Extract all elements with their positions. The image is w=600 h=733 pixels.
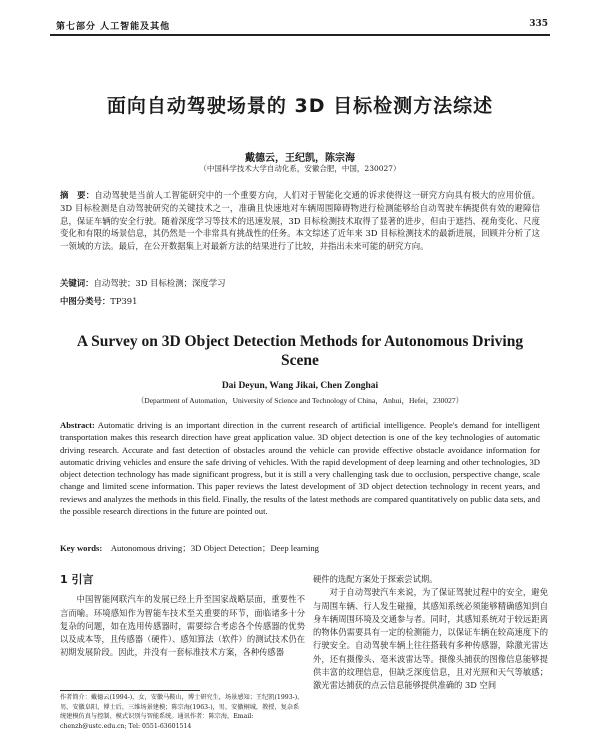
- author-footnote: 作者简介：戴德云(1994-)，女，安徽马鞍山，博士研究生，场景感知；王纪凯(1993-)，男，安徽阜阳，博士后，三维场景建模；陈宗海(1963-)，男，安徽桐城，教授，复杂系统建模仿真与控制、模式识别与智能系统。通讯作者：陈宗海，Email: chenzh@ustc.edu.cn; Tel: 0551-63601514: [60, 694, 304, 730]
- paper-title-english: A Survey on 3D Object Detection Methods for Autonomous Driving Scene: [76, 333, 524, 369]
- keywords-chinese-text: 自动驾驶；3D 目标检测；深度学习: [93, 278, 226, 288]
- abstract-english-label: Abstract:: [60, 420, 95, 430]
- keywords-chinese: [60, 277, 540, 290]
- footnote-divider: [60, 690, 200, 691]
- affiliation-english: （Department of Automation，University of Science and Technology of China，Anhui，Hefei，230027）: [136, 396, 464, 405]
- section-heading-introduction: 1 引言: [60, 573, 94, 586]
- header-section-label: 第七部分 人工智能及其他: [56, 22, 171, 32]
- keywords-english-text: Autonomous driving；3D Object Detection；Deep learning: [110, 543, 319, 553]
- keywords-english: [60, 542, 540, 555]
- body-column-right: [313, 573, 548, 693]
- abstract-english-text: Automatic driving is an important direction in the current research of artificial intelligence. People's demand for intelligent transportation makes this research direction have great application value. 3D object detection is one of the key technologies of automatic driving research. Accurate and fast detection of obstacles around the vehicle can provide effective obstacle avoidance information for automatic driving vehicles and ensure the safe driving of vehicles. With the rapid development of deep learning and other technologies, 3D object detection technology has made significant progress, but it is still a very challenging task due to occlusion, perspective change, scale change and limited scene information. This paper reviews the latest development of 3D object detection technology in recent years, and reviews and analyzes the methods in this field. Finally, the results of the latest methods are compared quantitatively on public data sets, and the possible research directions in the future are pointed out.: [60, 420, 540, 517]
- paper-title-chinese: 面向自动驾驶场景的 3D 目标检测方法综述: [106, 95, 494, 117]
- abstract-chinese-text: 自动驾驶是当前人工智能研究中的一个重要方向，人们对于智能化交通的诉求使得这一研究方向具有极大的应用价值。3D 目标检测是自动驾驶研究的关键技术之一，准确且快速地对车辆周围障碍物进行检测能够给自动驾驶车辆提供有效的避障信息，保证车辆的安全行驶。随着深度学习等技术的迅速发展，3D 目标检测技术取得了显著的进步，但由于遮挡、视角变化、尺度变化和有限的场景信息，其仍然是一个非常具有挑战性的任务。本文综述了近年来 3D 目标检测技术的最新进展，回顾并分析了这一领域的方法。最后，在公开数据集上对最新方法的结果进行了比较，并指出未来可能的研究方向。: [60, 190, 541, 252]
- classification-number: [60, 295, 540, 308]
- abstract-chinese: [60, 189, 540, 253]
- authors-chinese: 戴德云，王纪凯，陈宗海: [245, 153, 355, 164]
- abstract-chinese-label: 摘 要：: [60, 190, 95, 200]
- classification-label: 中图分类号：: [60, 296, 111, 306]
- affiliation-chinese: （中国科学技术大学自动化系，安徽合肥，中国，230027）: [199, 164, 401, 173]
- running-header: [50, 18, 550, 36]
- authors-english: Dai Deyun, Wang Jikai, Chen Zonghai: [221, 381, 379, 391]
- keywords-english-label: Key words:: [60, 543, 103, 553]
- classification-value: TP391: [110, 296, 138, 306]
- intro-paragraph-1: 中国智能网联汽车的发展已经上升至国家战略层面，重要性不言而喻。环境感知作为智能车技术至关重要的环节，面临诸多十分复杂的问题，如在选用传感器时，需要综合考虑各个传感器的优势以及成本等，且传感器（硬件）、感知算法（软件）的测试技术仍在初期发展阶段。因此，并没有一套标准技术方案，各种传感器: [60, 594, 305, 658]
- abstract-english: [60, 419, 540, 517]
- page-number: 335: [529, 19, 548, 29]
- body-column-left: [60, 573, 305, 660]
- intro-paragraph-continued: 硬件的选配方案处于探索尝试期。: [313, 574, 438, 584]
- intro-paragraph-2: 对于自动驾驶汽车来说，为了保证驾驶过程中的安全，避免与周围车辆、行人发生碰撞，其感知系统必须能够精确感知到自身车辆周围环境及交通参与者。同时，其感知系统对于较远距离的物体仍需要具有一定的检测能力，以保证车辆在较高速度下的行驶安全。自动驾驶车辆上往往搭载有多种传感器，除激光雷达外，还有摄像头、毫米波雷达等。摄像头捕获的图像信息能够提供丰富的纹理信息，但缺乏深度信息，且对光照和天气等敏感；激光雷达捕获的点云信息能够提供准确的 3D 空间: [313, 587, 548, 691]
- keywords-chinese-label: 关键词：: [60, 278, 94, 288]
